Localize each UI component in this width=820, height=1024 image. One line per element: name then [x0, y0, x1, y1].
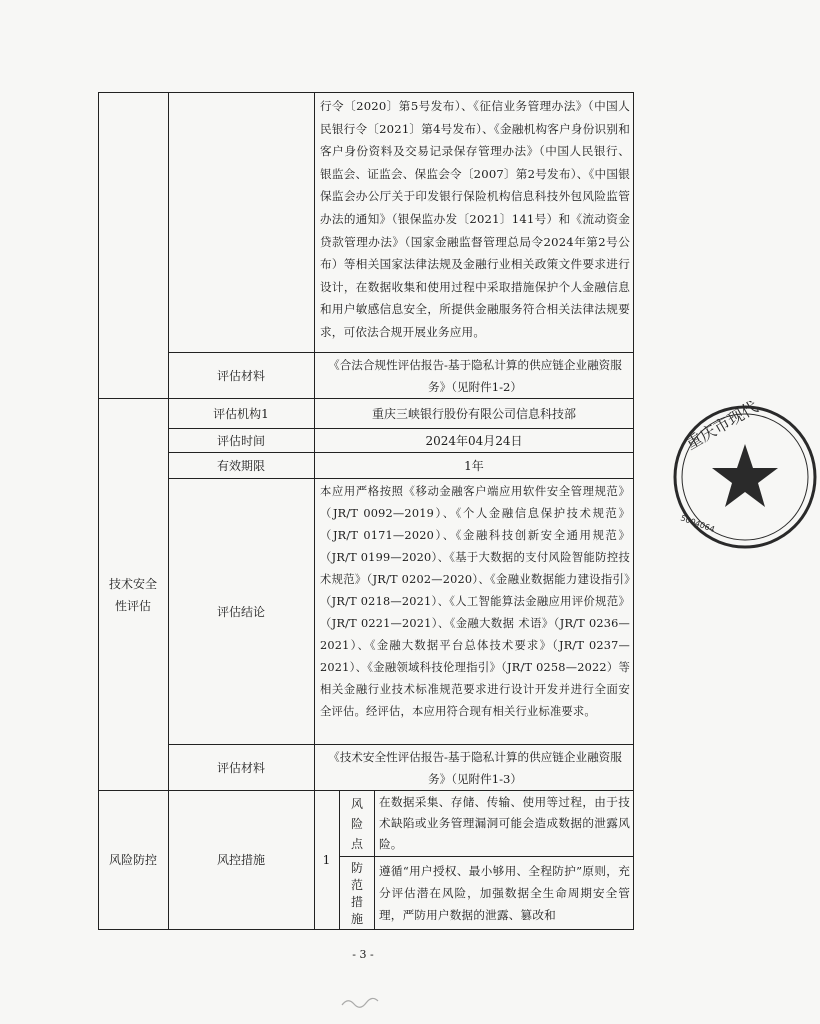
legal-material-label: 评估材料 — [216, 368, 265, 383]
risk-section-label: 风险防控 — [108, 853, 157, 867]
validity-value: 1年 — [464, 458, 484, 473]
validity-label: 有效期限 — [216, 458, 265, 473]
conclusion-text: 本应用严格按照《移动金融客户端应用软件安全管理规范》（JR/T 0092—2019）、《个人金融信息保护技术规范》（JR/T 0171—2020）、《金融科技创新安全通用规范》（JR/T 0199—2020）、《基于大数据的支付风险智能防控技术规范》（JR/T 0202—2020）、《金融业数据能力建设指引》（JR/T 0218—2021）、《人工智能算法金融应用评价规范》（JR/T 0221—2021）、《金融大数据 术语》（JR/T 0236—2021）、《金融大数据平台总体技术要求》（JR/T 0237—2021）、《金融领域科技伦理指引》（JR/T 0258—2022）等相关金融行业技术标准规范要求进行设计开发并进行全面安全评估。经评估，本应用符合现有相关行业标准要求。 — [320, 485, 630, 718]
svg-text:5004064: 5004064 — [679, 513, 716, 535]
risk-point-label-text: 风险点 — [350, 796, 363, 851]
tech-security-section-label — [102, 399, 164, 790]
tech-security-section-text: 技术安全性评估 — [108, 576, 157, 613]
measures-label: 风控措施 — [216, 853, 265, 867]
conclusion-label: 评估结论 — [216, 604, 265, 619]
prevention-label — [340, 857, 374, 930]
risk-point-text: 在数据采集、存储、传输、使用等过程，由于技术缺陷或业务管理漏洞可能会造成数据的泄露风险。 — [379, 795, 630, 851]
page-number: - 3 - — [352, 948, 374, 961]
tech-material-value: 《技术安全性评估报告-基于隐私计算的供应链企业融资服务》（见附件1-3） — [328, 749, 622, 786]
time-value: 2024年04月24日 — [425, 433, 523, 448]
org-value: 重庆三峡银行股份有限公司信息科技部 — [371, 406, 576, 421]
risk-point-label — [340, 791, 374, 856]
legal-compliance-text: 行令〔2020〕第5号发布）、《征信业务管理办法》（中国人民银行令〔2021〕第4号发布）、《金融机构客户身份识别和客户身份资料及交易记录保存管理办法》（中国人民银行、银监会、证监会、保监会令〔2007〕第2号发布）、《中国银保监会办公厅关于印发银行保险机构信息科技外包风险监管办法的通知》（银保监办发〔2021〕141号）和《流动资金贷款管理办法》（国家金融监督管理总局令2024年第2号公布）等相关国家法律法规及金融行业相关政策文件要求进行设计，在数据收集和使用过程中采取措施保护个人金融信息和用户敏感信息安全，所提供金融服务符合相关法律法规要求，可依法合规开展业务应用。 — [320, 99, 630, 339]
tech-material-label: 评估材料 — [216, 760, 265, 775]
legal-material-value: 《合法合规性评估报告-基于隐私计算的供应链企业融资服务》（见附件1-2） — [328, 357, 622, 394]
item-number: 1 — [322, 853, 331, 867]
seal-star-icon — [712, 444, 778, 507]
evaluation-table — [98, 92, 634, 930]
prevention-text: 遵循“用户授权、最小够用、全程防护”原则，充分评估潜在风险，加强数据全生命周期安全管理，严防用户数据的泄露、篡改和 — [379, 864, 630, 922]
org-label: 评估机构1 — [213, 406, 269, 421]
official-seal — [670, 397, 820, 552]
time-label: 评估时间 — [216, 433, 265, 448]
scan-mark — [340, 995, 380, 1012]
prevention-label-text: 防范措施 — [350, 860, 363, 926]
svg-text:重庆市现代: 重庆市现代 — [682, 397, 762, 454]
